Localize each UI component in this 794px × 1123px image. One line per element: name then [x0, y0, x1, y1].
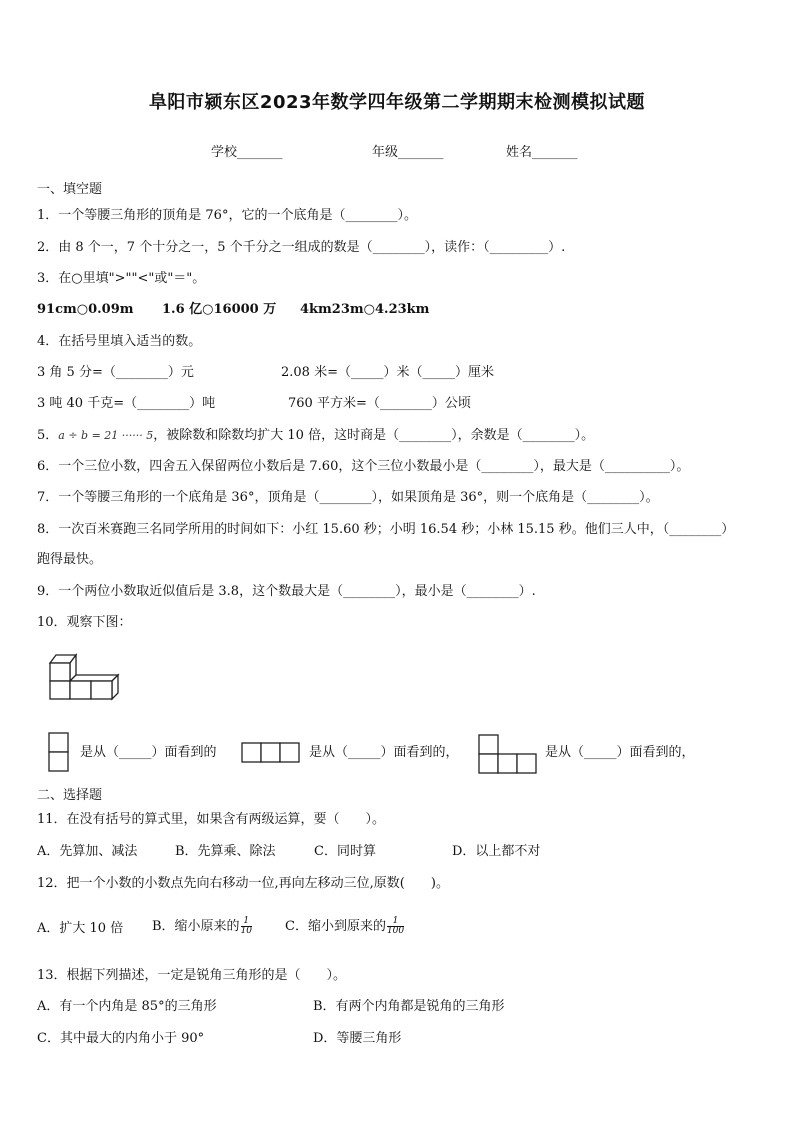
page-title: 阜阳市颍东区2023年数学四年级第二学期期末检测模拟试题	[148, 92, 646, 113]
q4-item: 760 平方米=（________）公顷	[288, 396, 471, 411]
school-field[interactable]: 学校_______	[211, 145, 283, 160]
q12-option-b-text: B．缩小原来的	[152, 919, 240, 934]
question-11: 11．在没有括号的算式里，如果含有两级运算，要（ ）。	[37, 812, 386, 827]
q13-option-a[interactable]: A．有一个内角是 85°的三角形	[37, 999, 217, 1014]
grade-field[interactable]: 年级_______	[372, 145, 444, 160]
q4-item: 3 角 5 分=（________）元	[37, 365, 194, 380]
q12-option-c-text: C．缩小到原来的	[285, 919, 386, 934]
q13-option-c[interactable]: C．其中最大的内角小于 90°	[37, 1031, 205, 1046]
question-5	[37, 427, 594, 445]
question-8: 8．一次百米赛跑三名同学所用的时间如下：小红 15.60 秒；小明 16.54 秒；小林 15.15 秒。他们三人中，（________）	[37, 522, 735, 537]
question-6: 6．一个三位小数，四舍五入保留两位小数后是 7.60，这个三位小数最小是（________），最大是（__________）。	[37, 459, 690, 474]
q10-view-2-text: 是从（_____）面看到的，	[309, 745, 459, 760]
cube-stack-figure	[46, 651, 122, 703]
question-1: 1．一个等腰三角形的顶角是 76°，它的一个底角是（________）。	[37, 208, 417, 223]
q12-option-a[interactable]: A．扩大 10 倍	[37, 921, 124, 936]
fraction-one-hundredth: $\frac{1}{100}$	[386, 916, 405, 936]
q4-item: 2.08 米=（_____）米（_____）厘米	[281, 365, 494, 380]
q3-item: 91cm○0.09m	[37, 302, 134, 317]
question-12: 12．把一个小数的小数点先向右移动一位,再向左移动三位,原数( )。	[37, 876, 449, 891]
q3-item: 1.6 亿○16000 万	[162, 302, 277, 317]
q5-number: 5．	[37, 428, 59, 443]
question-13: 13．根据下列描述，一定是锐角三角形的是（ ）。	[37, 968, 347, 983]
q11-option-b[interactable]: B．先算乘、除法	[175, 844, 276, 859]
q13-option-d[interactable]: D．等腰三角形	[313, 1031, 402, 1046]
q11-option-d[interactable]: D．以上都不对	[452, 844, 541, 859]
q5-text: ，被除数和除数均扩大 10 倍，这时商是（________），余数是（________）。	[153, 428, 595, 443]
question-7: 7．一个等腰三角形的一个底角是 36°，顶角是（________），如果顶角是 36°，则一个底角是（________）。	[37, 490, 659, 505]
q4-item: 3 吨 40 千克=（________）吨	[37, 396, 216, 411]
q11-option-a[interactable]: A．先算加、减法	[37, 844, 138, 859]
q13-option-b[interactable]: B．有两个内角都是锐角的三角形	[313, 999, 505, 1014]
question-9: 9．一个两位小数取近似值后是 3.8，这个数最大是（________），最小是（________）.	[37, 584, 536, 599]
section-choice-heading: 二、选择题	[37, 788, 103, 803]
q12-option-b[interactable]	[152, 914, 253, 940]
q12-option-c[interactable]	[285, 914, 405, 940]
question-4: 4．在括号里填入适当的数。	[37, 334, 202, 349]
view-l-shape	[477, 733, 539, 777]
question-2: 2．由 8 个一，7 个十分之一，5 个千分之一组成的数是（________），读作：（_________）.	[37, 240, 566, 255]
name-field[interactable]: 姓名_______	[506, 145, 578, 160]
q11-option-c[interactable]: C．同时算	[314, 844, 376, 859]
q10-view-1-text: 是从（_____）面看到的	[80, 745, 217, 760]
q3-item: 4km23m○4.23km	[300, 302, 430, 317]
view-three-squares-row	[240, 741, 302, 765]
q5-expression: a ÷ b = 21 ······ 5	[58, 429, 154, 442]
question-3: 3．在○里填">""<"或"＝"。	[37, 271, 206, 286]
view-two-stacked-squares	[47, 731, 71, 773]
section-fill-heading: 一、填空题	[37, 182, 103, 197]
question-8-continued: 跑得最快。	[37, 552, 103, 567]
question-10: 10．观察下图：	[37, 615, 132, 630]
fraction-one-tenth: $\frac{1}{10}$	[240, 916, 253, 936]
q10-view-3-text: 是从（_____）面看到的，	[545, 745, 695, 760]
